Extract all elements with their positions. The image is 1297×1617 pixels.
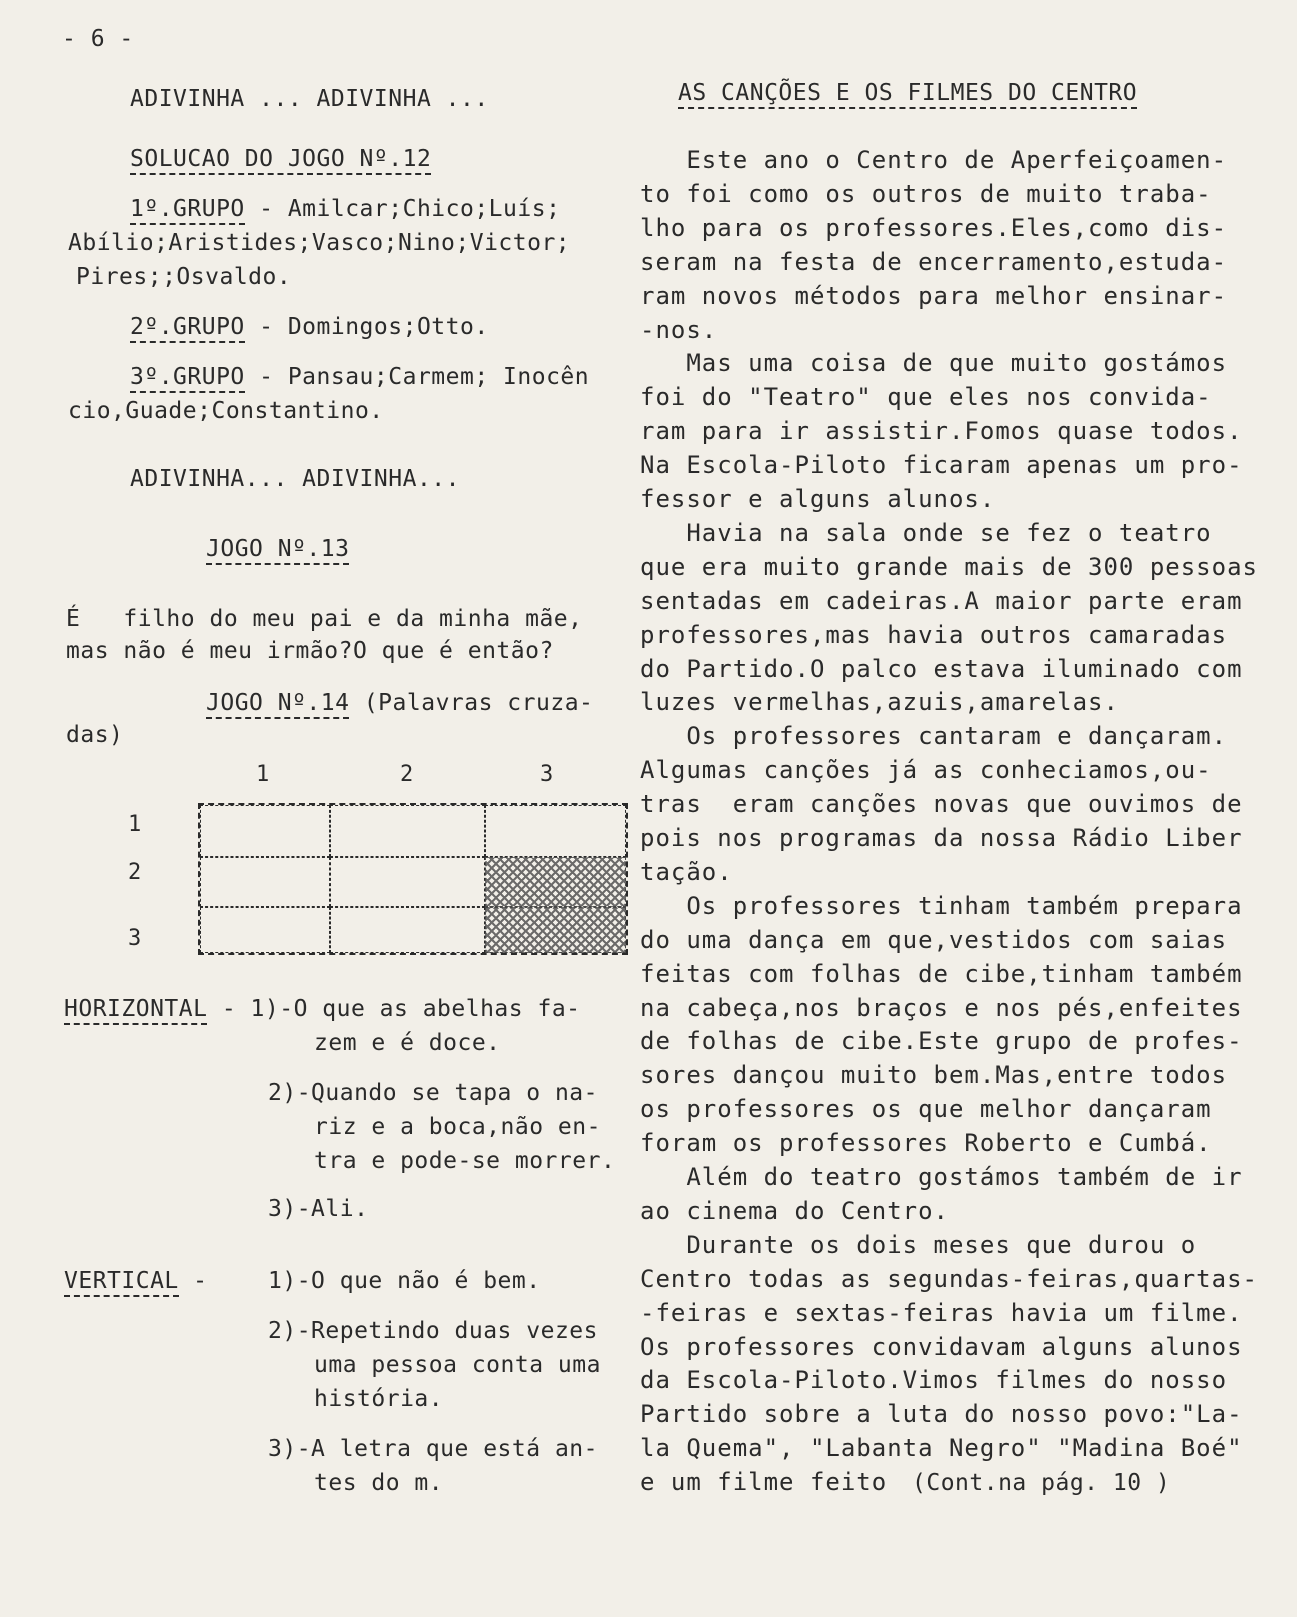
grid-col-1: 1 — [256, 762, 270, 787]
grid-cell — [330, 907, 485, 953]
article-line: to foi como os outros de muito traba- — [640, 179, 1212, 208]
article-line: Este ano o Centro de Aperfeiçoamen- — [640, 146, 1228, 174]
group2-line — [130, 314, 489, 340]
article-line: que era muito grande mais de 300 pessoas — [640, 552, 1258, 581]
grid-cell — [485, 805, 626, 857]
article-line: lho para os professores.Eles,como dis- — [640, 213, 1228, 242]
horizontal-clue1a: - 1)-O que as abelhas fa- — [207, 996, 581, 1022]
vertical-clue1: 1)-O que não é bem. — [268, 1268, 541, 1294]
group1-names: - Amilcar;Chico;Luís; — [244, 196, 561, 222]
group1-line1 — [130, 196, 560, 222]
grid-cell — [330, 857, 485, 907]
grid-col-2: 2 — [400, 762, 414, 787]
vertical-clue3b: tes do m. — [314, 1470, 444, 1496]
article-line: ram para ir assistir.Fomos quase todos. — [640, 417, 1243, 446]
jogo14-line — [206, 690, 593, 716]
jogo13-line1: É filho do meu pai e da minha mãe, — [66, 606, 583, 632]
grid-cell — [200, 805, 330, 857]
continuation-note: (Cont.na pág. 10 ) — [912, 1470, 1171, 1496]
article-line: luzes vermelhas,azuis,amarelas. — [640, 688, 1119, 717]
article-line: Havia na sala onde se fez o teatro — [640, 518, 1212, 547]
horizontal-clue2c: tra e pode-se morrer. — [314, 1148, 616, 1174]
vertical-dash: - — [178, 1268, 208, 1294]
article-line: la Quema", "Labanta Negro" "Madina Boé" — [640, 1434, 1243, 1463]
group1-label: 1º.GRUPO — [130, 196, 245, 225]
article-line: Centro todas as segundas-feiras,quartas- — [640, 1264, 1258, 1293]
article-title: AS CANÇÕES E OS FILMES DO CENTRO — [678, 80, 1137, 109]
article-line: Partido sobre a luta do nosso povo:"La- — [640, 1400, 1243, 1429]
group2-label: 2º.GRUPO — [130, 314, 245, 343]
article-line: os professores os que melhor dançaram — [640, 1095, 1212, 1124]
solution-title: SOLUCAO DO JOGO Nº.12 — [130, 146, 431, 175]
jogo13-line2: mas não é meu irmão?O que é então? — [66, 638, 554, 664]
grid-row-1: 1 — [128, 812, 142, 837]
group1-line2: Abílio;Aristides;Vasco;Nino;Victor; — [68, 230, 571, 256]
vertical-line1 — [64, 1268, 207, 1294]
vertical-clue2b: uma pessoa conta uma — [314, 1352, 601, 1378]
jogo14-line2: das) — [66, 722, 124, 748]
article-line: -nos. — [640, 315, 718, 344]
article-line: ao cinema do Centro. — [640, 1196, 949, 1225]
grid-cell — [200, 907, 330, 953]
horizontal-clue2b: riz e a boca,não en- — [314, 1114, 601, 1140]
horizontal-clue2a: 2)-Quando se tapa o na- — [268, 1080, 598, 1106]
jogo13-title: JOGO Nº.13 — [206, 536, 349, 565]
horizontal-clue1b: zem e é doce. — [314, 1030, 501, 1056]
article-line: feitas com folhas de cibe,tinham também — [640, 959, 1243, 988]
article-line: Os professores convidavam alguns alunos — [640, 1332, 1243, 1361]
jogo14-title: JOGO Nº.14 — [206, 690, 349, 719]
group1-line3: Pires;;Osvaldo. — [76, 264, 292, 290]
horizontal-label: HORIZONTAL — [64, 996, 207, 1025]
article-line: -feiras e sextas-feiras havia um filme. — [640, 1298, 1243, 1327]
article-line: seram na festa de encerramento,estuda- — [640, 247, 1228, 276]
vertical-clue2a: 2)-Repetindo duas vezes — [268, 1318, 598, 1344]
article-line: Os professores cantaram e dançaram. — [640, 722, 1228, 751]
article-line: Na Escola-Piloto ficaram apenas um pro- — [640, 451, 1243, 480]
crossword-grid — [198, 803, 628, 955]
grid-cell — [330, 805, 485, 857]
grid-col-3: 3 — [540, 762, 554, 787]
article-line: tação. — [640, 857, 733, 886]
group2-names: - Domingos;Otto. — [244, 314, 489, 340]
group3-label: 3º.GRUPO — [130, 364, 245, 393]
vertical-clue2c: história. — [314, 1386, 444, 1412]
article-line: do uma dança em que,vestidos com saias — [640, 925, 1228, 954]
article-line: do Partido.O palco estava iluminado com — [640, 654, 1243, 683]
article-line: de folhas de cibe.Este grupo de profes- — [640, 1027, 1243, 1056]
article-line: tras eram canções novas que ouvimos de — [640, 790, 1243, 819]
grid-cell-shaded — [485, 857, 626, 907]
article-line: Além do teatro gostámos também de ir — [640, 1163, 1243, 1191]
group3-names: - Pansau;Carmem; Inocên — [244, 364, 590, 390]
article-line: foram os professores Roberto e Cumbá. — [640, 1129, 1212, 1158]
article-line: fessor e alguns alunos. — [640, 485, 996, 513]
article-line: sores dançou muito bem.Mas,entre todos — [640, 1061, 1228, 1090]
group3-line1 — [130, 364, 589, 390]
grid-row-3: 3 — [128, 926, 142, 951]
grid-row-2: 2 — [128, 860, 142, 885]
article-line: sentadas em cadeiras.A maior parte eram — [640, 586, 1243, 615]
vertical-clue3a: 3)-A letra que está an- — [268, 1436, 598, 1462]
vertical-label: VERTICAL — [64, 1268, 179, 1297]
article-line: Algumas canções já as conheciamos,ou- — [640, 756, 1212, 785]
horizontal-clue3: 3)-Ali. — [268, 1196, 369, 1222]
article-line: Durante os dois meses que durou o — [640, 1230, 1197, 1259]
article-line: e um filme feito — [640, 1468, 888, 1497]
article-line: na cabeça,nos braços e nos pés,enfeites — [640, 993, 1243, 1022]
riddle-heading: ADIVINHA ... ADIVINHA ... — [130, 86, 489, 112]
page-number: - 6 - — [62, 26, 134, 52]
article-line: Mas uma coisa de que muito gostámos — [640, 349, 1228, 378]
article-line: Os professores tinham também prepara — [640, 891, 1243, 920]
grid-cell-shaded — [485, 907, 626, 953]
article-line: da Escola-Piloto.Vimos filmes do nosso — [640, 1366, 1228, 1395]
article-line: pois nos programas da nossa Rádio Liber — [640, 824, 1243, 852]
horizontal-line1 — [64, 996, 581, 1022]
riddle-heading-2: ADIVINHA... ADIVINHA... — [130, 466, 460, 492]
article-line: professores,mas havia outros camaradas — [640, 620, 1228, 649]
article-line: ram novos métodos para melhor ensinar- — [640, 281, 1228, 310]
group3-line2: cio,Guade;Constantino. — [68, 398, 384, 424]
jogo14-subtitle: (Palavras cruza- — [349, 690, 594, 716]
article-line: foi do "Teatro" que eles nos convida- — [640, 383, 1212, 412]
grid-cell — [200, 857, 330, 907]
